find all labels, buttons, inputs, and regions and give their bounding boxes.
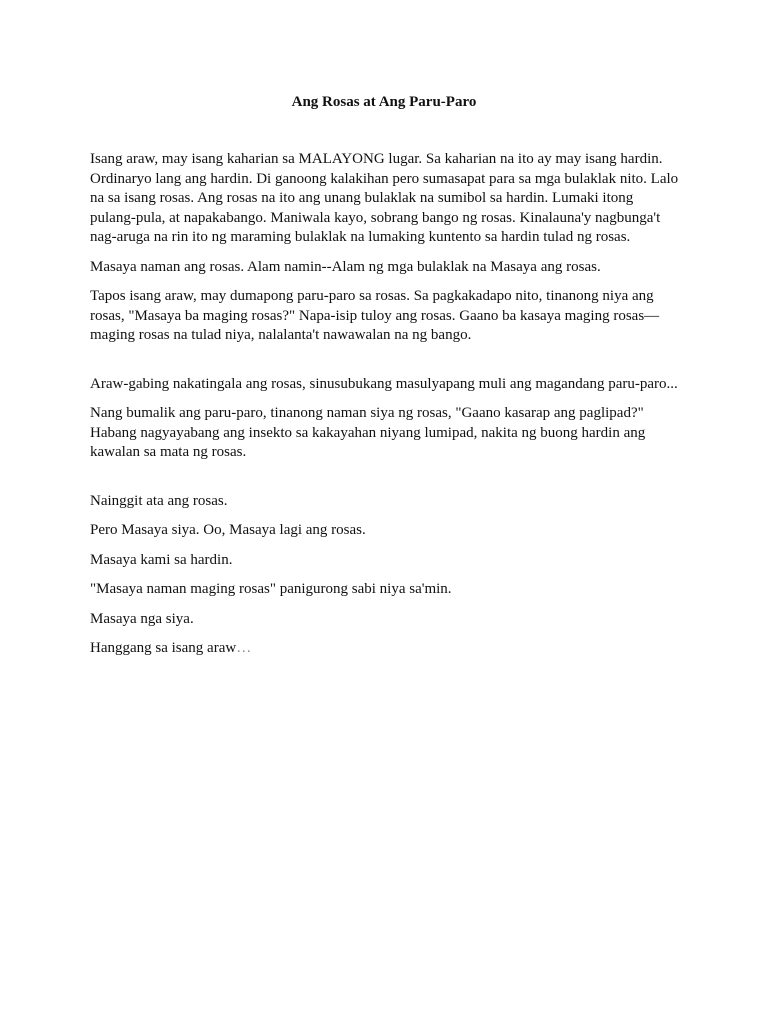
- paragraph-9: "Masaya naman maging rosas" panigurong sabi niya sa'min.: [90, 581, 452, 597]
- paragraph-4: Araw-gabing nakatingala ang rosas, sinusubukang masulyapang muli ang magandang paru-paro...: [90, 375, 678, 392]
- paragraph-11: [90, 639, 680, 659]
- paragraph-10: Masaya nga siya.: [90, 610, 194, 627]
- paragraph-3: Tapos isang araw, may dumapong paru-paro sa rosas. Sa pagkakadapo nito, tinanong niya ang rosas, "Masaya ba maging rosas?" Napa-isip tuloy ang rosas. Gaano ba kasaya maging rosas—maging rosas na tulad niya, nalalanta't nawawalan na ng bango.: [90, 288, 660, 343]
- paragraph-8: Masaya kami sa hardin.: [90, 551, 233, 568]
- paragraph-1: Isang araw, may isang kaharian sa MALAYONG lugar. Sa kaharian na ito ay may isang hardin. Ordinaryo lang ang hardin. Di ganoong kalakihan pero sumasapat para sa mga bulaklak nito. Lalo na sa isang rosas. Ang rosas na ito ang unang bulaklak na sumibol sa hardin. Lumaki itong pulang-pula, at napakabango. Maniwala kayo, sobrang bango ng rosas. Kinalauna'y nagbunga't nag-aruga na rin ito ng maraming bulaklak na lumaking kuntento sa hardin tulad ng rosas.: [90, 151, 679, 245]
- paragraph-5: Nang bumalik ang paru-paro, tinanong naman siya ng rosas, "Gaano kasarap ang paglipad?" Habang nagyayabang ang insekto sa kakayahan niyang lumipad, nakita ng buong hardin ang kawalan sa mata ng rosas.: [90, 405, 646, 460]
- document-title: Ang Rosas at Ang Paru-Paro: [291, 94, 477, 110]
- document-body: [90, 150, 680, 669]
- paragraph-7: Pero Masaya siya. Oo, Masaya lagi ang rosas.: [90, 522, 366, 538]
- paragraph-2: Masaya naman ang rosas. Alam namin--Alam ng mga bulaklak na Masaya ang rosas.: [90, 258, 601, 275]
- last-line-ellipsis: …: [236, 640, 252, 656]
- paragraph-6: Nainggit ata ang rosas.: [90, 492, 228, 509]
- last-line-text: Hanggang sa isang araw: [90, 640, 237, 656]
